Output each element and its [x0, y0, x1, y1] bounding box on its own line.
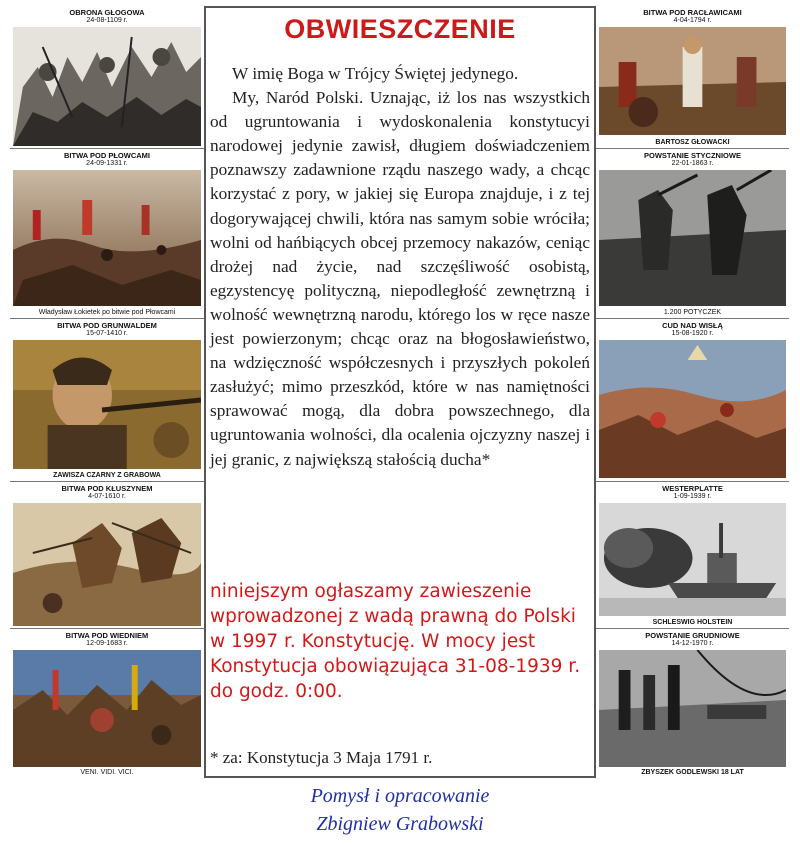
hussars-painting-image [13, 503, 201, 626]
panel-date: 24-08-1109 r. [86, 17, 128, 24]
panel-bitwa-pod-raclawicami [596, 6, 789, 149]
left-column [10, 6, 206, 778]
panel-date: 4-04-1794 r. [673, 17, 712, 24]
panel-caption: VENI. VIDI. VICI. [80, 769, 134, 776]
battle-painting-image [13, 170, 201, 306]
miracle-vistula-image [599, 340, 786, 478]
right-column [594, 6, 789, 778]
announcement-text: niniejszym ogłaszamy zawieszenie wprowadzonej z wadą prawną do Polski w 1997 r. Konstytucję. W mocy jest Konstytucja obowiązująca 31-08-1939 r. do godz. 0:00. [210, 581, 581, 702]
panel-date: 14-12-1970 r. [671, 640, 714, 647]
panel-date: 15-08-1920 r. [671, 330, 714, 337]
proclamation-body [210, 62, 590, 472]
panel-date: 22-01-1863 r. [671, 160, 714, 167]
knight-painting-image [13, 340, 201, 469]
panel-caption: SCHLESWIG HOLSTEIN [652, 619, 733, 626]
panel-caption: Władysław Łokietek po bitwie pod Płowcami [38, 309, 176, 316]
panel-date: 12-09-1683 r. [86, 640, 128, 647]
panel-title: POWSTANIE GRUDNIOWE [645, 631, 740, 640]
raclawice-painting-image [599, 27, 786, 135]
panel-date: 4-07-1610 r. [88, 493, 126, 500]
panel-obrona-glogowa [10, 6, 204, 149]
panel-caption: ZAWISZA CZARNY Z GRABOWA [53, 472, 161, 479]
panel-date: 24-09-1331 r. [86, 160, 128, 167]
panel-title: BITWA POD PŁOWCAMI [64, 151, 150, 160]
panel-title: WESTERPLATTE [662, 484, 723, 493]
credit-author: Zbigniew Grabowski [316, 813, 484, 835]
battleship-photo-image [599, 503, 786, 616]
panel-date: 1-09-1939 r. [673, 493, 712, 500]
panel-cud-nad-wisla [596, 319, 789, 482]
december-protest-photo-image [599, 650, 786, 767]
credit-line-1: Pomysł i opracowanie [310, 785, 490, 807]
panel-title: BITWA POD KŁUSZYNEM [61, 484, 153, 493]
panel-caption: ZBYSZEK GODLEWSKI 18 LAT [641, 769, 744, 776]
panel-bitwa-pod-wiedniem [10, 629, 204, 778]
panel-powstanie-grudniowe [596, 629, 789, 778]
panel-powstanie-styczniowe [596, 149, 789, 319]
page-title: OBWIESZCZENIE [284, 14, 516, 44]
panel-bitwa-pod-plowcami [10, 149, 204, 319]
panel-title: CUD NAD WISŁĄ [662, 321, 723, 330]
preamble-paragraph: My, Naród Polski. Uznając, iż los nas wszystkich od ugruntowania i wydoskonalenia konstytucyi narodowej jedynie zawisł, długiem doświadczeniem poznawszy zadawnione rządu naszego wady, a chcąc korzystać z pory, w jakiej się Europa znajduje, i z tej dogorywającej chwili, która nas samym sobie wróciła; wolni od hańbiących obcej przemocy nakazów, ceniąc drożej nad życie, nad szczęśliwość osobistą, egzystencyę polityczną, niepodległość zewnętrzną i wolność wewnętrzną narodu, którego los w ręce nasze jest powierzonym; chcąc oraz na błogosławieństwo, na wdzięczność współczesnych i przyszłych pokoleń zasłużyć; mimo przeszkód, które w nas namiętności sprawować mogą, dla dobra powszechnego, dla ugruntowania wolności, dla ocalenia ojczyzny naszej i jej granic, z największą stałością ducha* [210, 88, 590, 469]
panel-bitwa-pod-kluszynem [10, 482, 204, 629]
panel-westerplatte [596, 482, 789, 629]
panel-title: BITWA POD RACŁAWICAMI [643, 8, 742, 17]
invocation-line: W imię Boga w Trójcy Świętej jedynego. [232, 64, 519, 83]
panel-caption: 1.200 POTYCZEK [663, 309, 722, 316]
panel-date: 15-07-1410 r. [86, 330, 128, 337]
panel-title: OBRONA GŁOGOWA [69, 8, 145, 17]
january-uprising-image [599, 170, 786, 306]
vienna-painting-image [13, 650, 201, 767]
panel-title: POWSTANIE STYCZNIOWE [644, 151, 741, 160]
proclamation-column [206, 6, 594, 778]
battle-illustration-image [13, 27, 201, 146]
panel-title: BITWA POD GRUNWALDEM [57, 321, 157, 330]
panel-title: BITWA POD WIEDNIEM [65, 631, 149, 640]
panel-bitwa-pod-grunwaldem [10, 319, 204, 482]
footnote: * za: Konstytucja 3 Maja 1791 r. [210, 748, 433, 767]
panel-caption: BARTOSZ GŁOWACKI [655, 139, 730, 146]
